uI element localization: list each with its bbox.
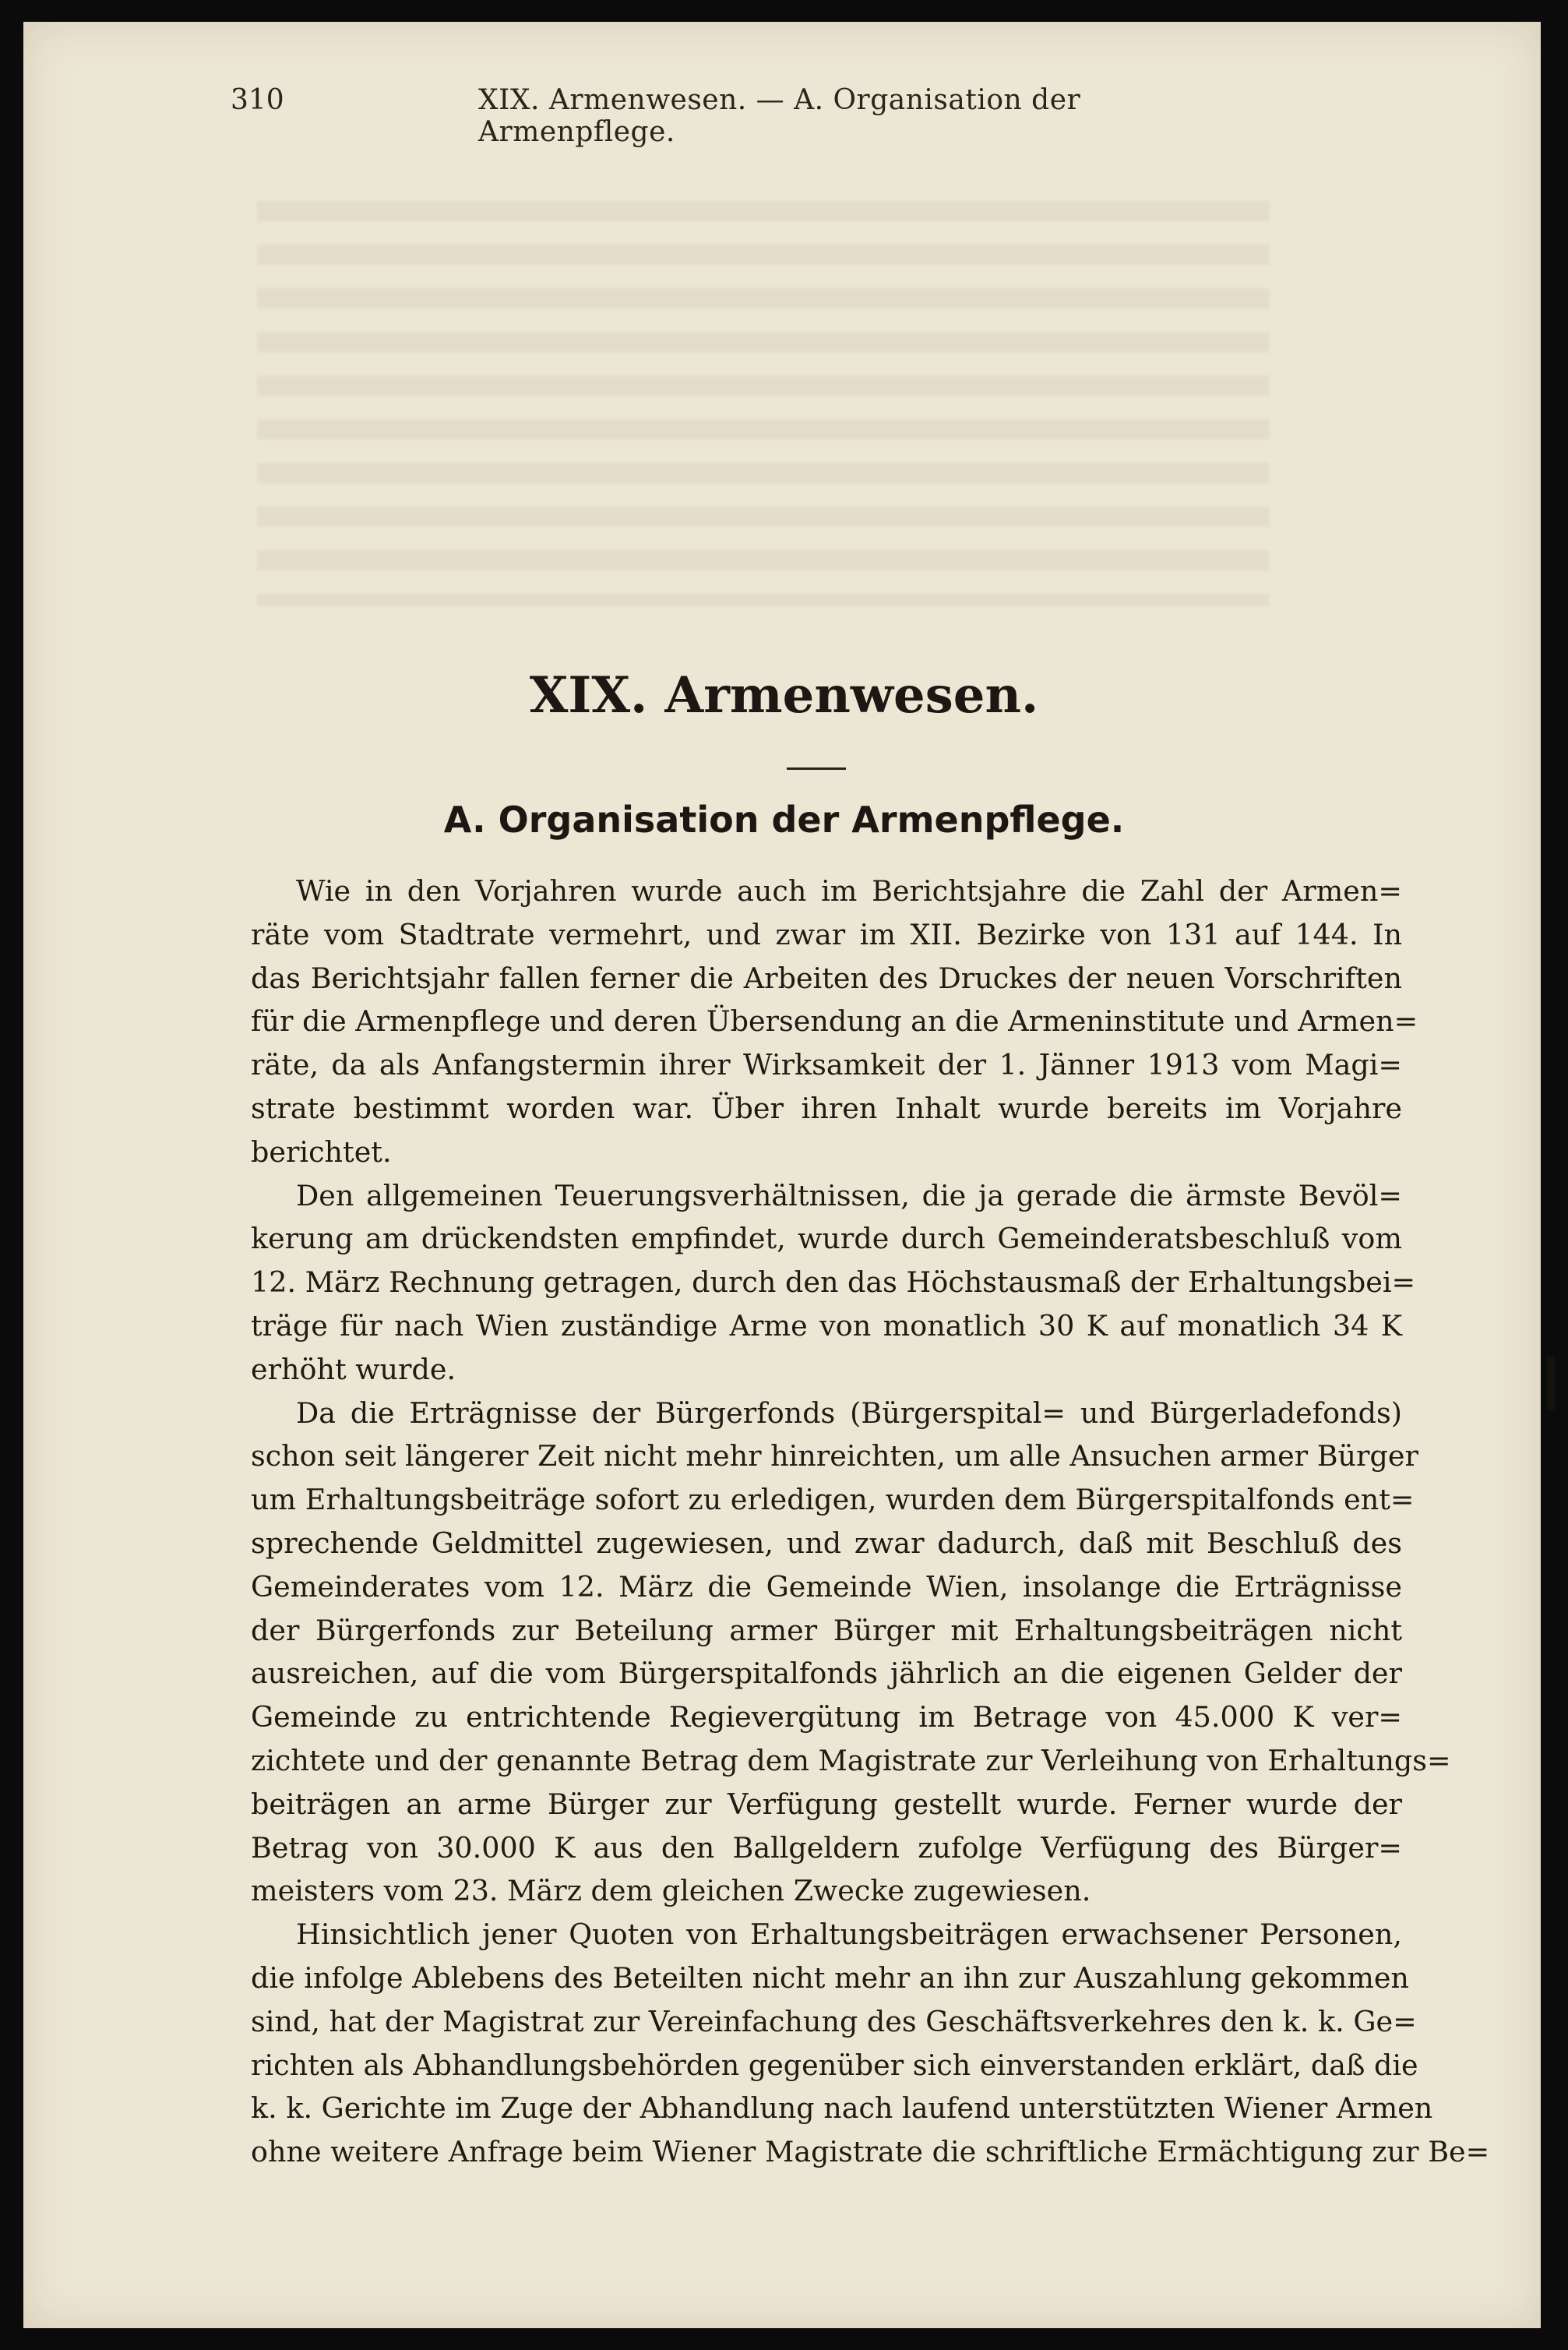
text-line: sind, hat der Magistrat zur Vereinfachung des Geschäftsverkehres den k. k. Ge= [251, 2004, 1417, 2038]
text-line: richten als Abhandlungsbehörden gegenüber sich einverstanden erklärt, daß die [251, 2048, 1418, 2082]
text-line: erhöht wurde. [251, 1352, 456, 1386]
text-line: der Bürgerfonds zur Beteilung armer Bürger mit Erhaltungsbeiträgen nicht [251, 1613, 1402, 1647]
text-line: beiträgen an arme Bürger zur Verfügung gestellt wurde. Ferner wurde der [251, 1787, 1402, 1821]
text-line: Den allgemeinen Teuerungsverhältnissen, die ja gerade die ärmste Bevöl= [296, 1178, 1402, 1212]
text-line: für die Armenpflege und deren Übersendung an die Armeninstitute und Armen= [251, 1004, 1418, 1039]
text-line: schon seit längerer Zeit nicht mehr hinreichten, um alle Ansuchen armer Bürger [251, 1439, 1418, 1473]
text-line: Betrag von 30.000 K aus den Ballgeldern zufolge Verfügung des Bürger= [251, 1830, 1402, 1865]
text-line: räte, da als Anfangstermin ihrer Wirksamkeit der 1. Jänner 1913 vom Magi= [251, 1048, 1402, 1082]
text-line: 12. März Rechnung getragen, durch den das Höchstausmaß der Erhaltungsbei= [251, 1265, 1416, 1300]
running-title: XIX. Armenwesen. — A. Organisation der Armenpflege. [478, 84, 1081, 148]
text-line: die infolge Ablebens des Beteilten nicht mehr an ihn zur Auszahlung gekommen [251, 1960, 1409, 1995]
text-line: Gemeinde zu entrichtende Regievergütung im Betrage von 45.000 K ver= [251, 1700, 1402, 1734]
text-line: ausreichen, auf die vom Bürgerspitalfonds jährlich an die eigenen Gelder der [251, 1657, 1402, 1691]
text-line: berichtet. [251, 1134, 392, 1169]
body-text [251, 870, 1490, 2174]
edge-mark [1547, 1356, 1555, 1410]
page-number: 310 [231, 84, 284, 116]
text-line: um Erhaltungsbeiträge sofort zu erledigen, wurden dem Bürgerspitalfonds ent= [251, 1483, 1415, 1517]
text-line: strate bestimmt worden war. Über ihren Inhalt wurde bereits im Vorjahre [251, 1091, 1402, 1125]
text-line: zichtete und der genannte Betrag dem Magistrate zur Verleihung von Erhaltungs= [251, 1743, 1451, 1777]
chapter-title: XIX. Armenwesen. [529, 666, 1039, 725]
text-line: sprechende Geldmittel zugewiesen, und zwar dadurch, daß mit Beschluß des [251, 1526, 1402, 1560]
text-line: ohne weitere Anfrage beim Wiener Magistrate die schriftliche Ermächtigung zur Be= [251, 2135, 1490, 2169]
text-line: Gemeinderates vom 12. März die Gemeinde Wien, insolange die Erträgnisse [251, 1569, 1402, 1604]
text-line: räte vom Stadtrate vermehrt, und zwar im XII. Bezirke von 131 auf 144. In [251, 917, 1402, 951]
text-line: kerung am drückendsten empfindet, wurde durch Gemeinderatsbeschluß vom [251, 1222, 1402, 1256]
text-line: Wie in den Vorjahren wurde auch im Berichtsjahre die Zahl der Armen= [296, 874, 1402, 908]
title-divider [787, 767, 846, 770]
text-line: Da die Erträgnisse der Bürgerfonds (Bürgerspital= und Bürgerladefonds) [296, 1396, 1402, 1430]
text-line: k. k. Gerichte im Zuge der Abhandlung nach laufend unterstützten Wiener Armen [251, 2091, 1433, 2126]
section-title: A. Organisation der Armenpflege. [443, 799, 1125, 841]
text-line: träge für nach Wien zuständige Arme von monatlich 30 K auf monatlich 34 K [251, 1308, 1402, 1343]
text-line: meisters vom 23. März dem gleichen Zwecke zugewiesen. [251, 1874, 1091, 1908]
show-through-text [257, 201, 1270, 606]
text-line: Hinsichtlich jener Quoten von Erhaltungsbeiträgen erwachsener Personen, [296, 1918, 1402, 1952]
running-header [231, 84, 1270, 148]
text-line: das Berichtsjahr fallen ferner die Arbeiten des Druckes der neuen Vorschriften [251, 961, 1402, 995]
